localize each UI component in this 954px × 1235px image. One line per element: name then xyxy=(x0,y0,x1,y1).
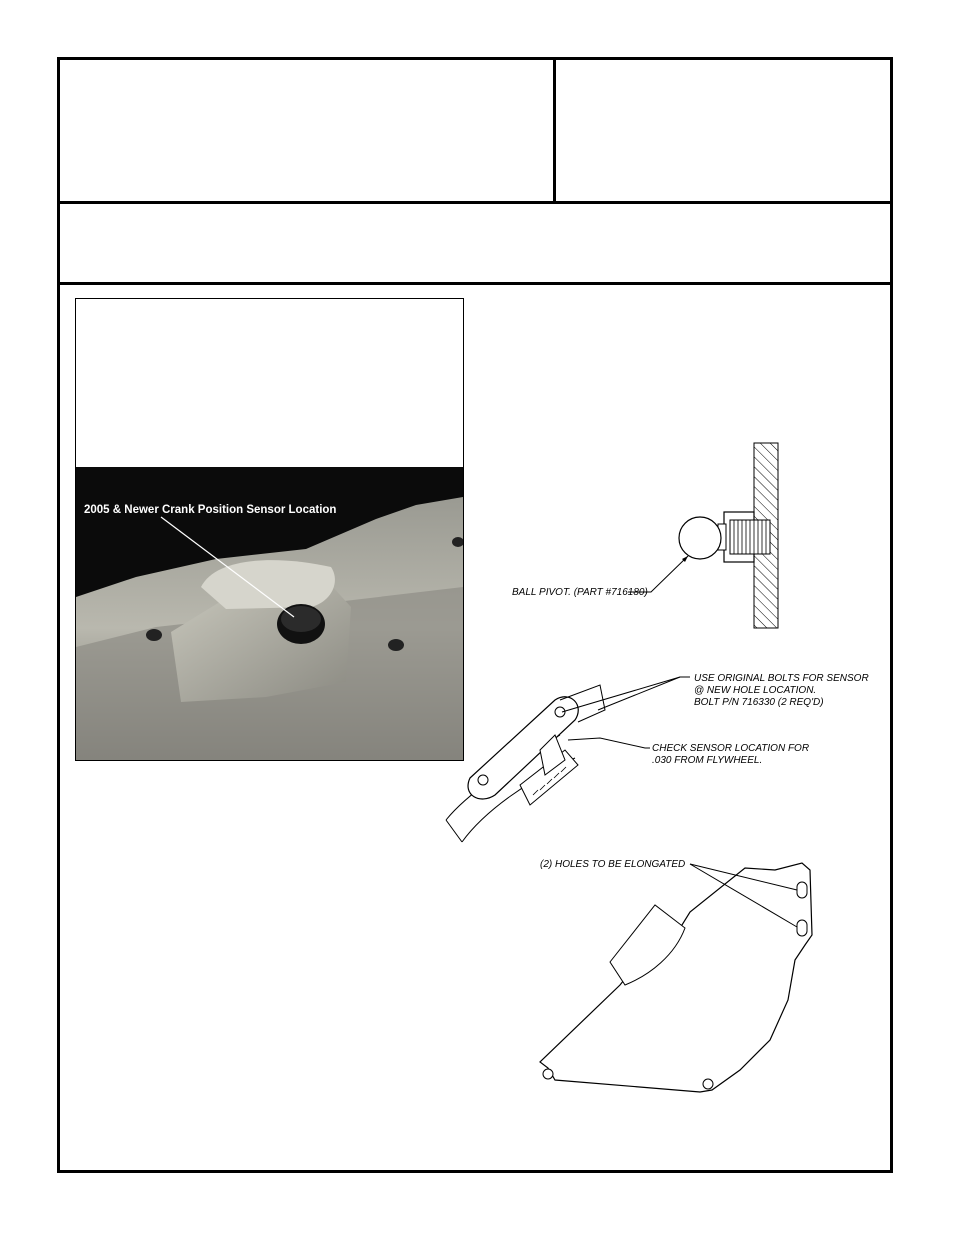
photo-caption: 2005 & Newer Crank Position Sensor Location xyxy=(84,504,337,516)
cover-plate-drawing xyxy=(540,859,812,1092)
check-sensor-callout-line1: CHECK SENSOR LOCATION FOR xyxy=(652,743,810,754)
check-sensor-callout-line2: .030 FROM FLYWHEEL. xyxy=(652,755,763,766)
bolts-callout-line1: USE ORIGINAL BOLTS FOR SENSOR xyxy=(694,673,869,684)
ball-pivot-drawing xyxy=(512,443,778,628)
bolts-callout-line2: @ NEW HOLE LOCATION. xyxy=(694,685,817,696)
sensor-bracket-drawing xyxy=(446,673,869,842)
ball-pivot-callout: BALL PIVOT. (PART #716180) xyxy=(512,587,648,598)
bolts-callout-line3: BOLT P/N 716330 (2 REQ'D) xyxy=(694,697,824,708)
holes-elongated-callout: (2) HOLES TO BE ELONGATED xyxy=(540,859,686,870)
